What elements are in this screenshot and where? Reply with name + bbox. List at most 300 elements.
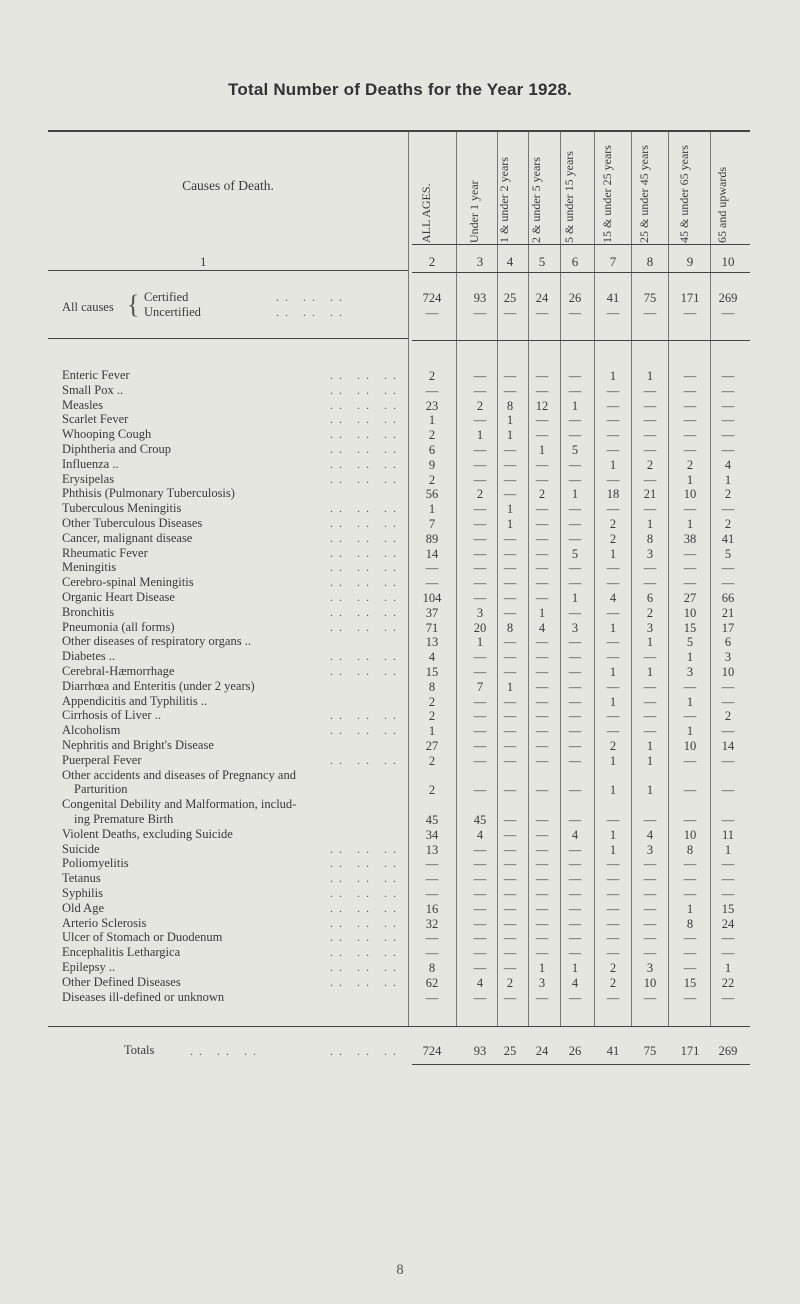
table-cell: 2 [724,709,732,724]
table-cell: — [606,576,620,591]
cause-label: Alcoholism [62,723,121,738]
leader-dots: .. .. .. [276,305,348,319]
table-cell: 41 [721,531,735,546]
table-cell: — [473,946,487,961]
cause-label: Ulcer of Stomach or Duodenum [62,930,223,945]
cause-label: Influenza .. [62,456,119,471]
leader-dots: .. .. .. [330,915,402,930]
table-cell: — [473,546,487,561]
table-cell: — [503,369,517,383]
table-cell: — [568,413,582,428]
table-cell: — [683,753,697,768]
table-cell: 1 [686,650,694,665]
column-header-age: 5 & under 15 years [562,151,576,243]
table-cell: — [606,724,620,739]
table-cell: 2 [428,783,436,798]
table-cell: — [425,561,439,576]
table-cell: — [683,428,697,443]
table-cell: 2 [724,487,732,502]
cause-label: Measles [62,397,103,412]
table-cell: 27 [425,739,439,753]
table-cell: — [535,679,549,694]
table-cell: — [473,369,487,383]
table-cell: — [683,383,697,398]
table-cell: — [606,383,620,398]
table-cell: — [535,872,549,887]
table-cell: — [535,531,549,546]
table-cell: 1 [538,443,546,457]
cause-label: Encephalitis Lethargica [62,945,181,960]
table-cell: 1 [476,428,484,443]
table-cell: — [643,650,657,665]
table-cell: 8 [686,916,694,931]
table-cell: — [503,487,517,502]
table-cell: 1 [571,398,579,413]
table-cell: — [503,546,517,561]
table-cell: — [503,605,517,620]
table-cell: 1 [571,961,579,975]
table-cell: — [643,472,657,487]
table-cell: — [721,694,735,709]
table-cell: — [503,635,517,650]
table-cell: — [473,531,487,546]
table-cell: — [643,383,657,398]
cause-label: Phthisis (Pulmonary Tuberculosis) [62,486,235,501]
table-cell: 269 [718,291,738,305]
table-cell: 4 [571,975,579,990]
table-cell: — [683,306,697,320]
leader-dots: .. .. .. [330,1044,402,1058]
table-cell: — [473,753,487,768]
table-cell: — [473,561,487,576]
table-cell: 3 [476,605,484,620]
table-cell: 1 [609,827,617,842]
table-cell: 8 [428,679,436,694]
table-cell: — [425,990,439,1005]
table-cell: — [721,872,735,887]
table-cell: — [683,369,697,383]
table-cell: — [503,916,517,931]
table-cell: 24 [535,291,549,305]
table-cell: — [606,990,620,1005]
table-cell: 10 [683,487,697,502]
cause-label: Cerebral-Hæmorrhage [62,664,175,678]
column-header-age: ALL AGES. [419,183,433,243]
table-cell: 3 [646,620,654,635]
table-cell: 1 [646,665,654,679]
table-cell: 5 [571,546,579,561]
table-cell: 26 [568,291,582,305]
table-cell: — [473,783,487,798]
table-cell: — [425,576,439,591]
column-divider [408,132,409,1026]
table-cell: 2 [428,369,436,383]
cause-label: Nephritis and Bright's Disease [62,738,214,752]
table-cell: 1 [609,694,617,709]
leader-dots: .. .. .. [330,723,402,738]
table-cell: 45 [473,813,487,827]
leader-dots: .. .. .. [330,604,402,619]
table-rule [412,244,750,245]
table-cell: — [721,413,735,428]
table-cell: 93 [473,1044,487,1058]
table-cell: 4 [476,827,484,842]
cause-label-continued: ing Premature Birth [74,812,174,826]
leader-dots: .. .. .. [330,752,402,767]
table-cell: — [473,901,487,916]
table-cell: — [643,428,657,443]
leader-dots: .. .. .. [330,530,402,545]
table-cell: — [643,724,657,739]
table-cell: 34 [425,827,439,842]
table-cell: — [721,576,735,591]
table-cell: — [606,916,620,931]
cause-label: Other accidents and diseases of Pregnancy and [62,767,296,782]
table-cell: 1 [646,783,654,798]
table-cell: 56 [425,487,439,502]
table-cell: — [535,887,549,901]
table-cell: — [535,413,549,428]
table-cell: — [503,857,517,872]
table-cell: — [425,887,439,901]
table-cell: — [535,546,549,561]
leader-dots: .. .. .. [330,974,402,989]
table-cell: 25 [503,1044,517,1058]
table-cell: — [503,813,517,827]
column-header-age: 15 & under 25 years [600,145,614,243]
table-cell: 1 [538,605,546,620]
cause-label: Old Age [62,900,105,915]
table-cell: — [568,679,582,694]
table-cell: 1 [506,679,514,694]
table-cell: 12 [535,398,549,413]
table-cell: 269 [718,1044,738,1058]
table-cell: 21 [721,605,735,620]
table-cell: 1 [646,517,654,531]
table-cell: 5 [686,635,694,650]
table-cell: 15 [721,901,735,916]
table-cell: — [535,576,549,591]
table-cell: 1 [609,753,617,768]
table-cell: — [606,635,620,650]
table-cell: 20 [473,620,487,635]
column-divider [631,132,632,1026]
table-cell: 8 [428,961,436,975]
table-cell: — [503,901,517,916]
table-cell: — [606,887,620,901]
cause-label: Poliomyelitis [62,856,129,871]
table-cell: — [643,413,657,428]
table-cell: 724 [422,291,442,305]
table-cell: 22 [721,975,735,990]
table-cell: 9 [428,457,436,472]
all-causes-row-label: Certified [144,290,189,304]
leader-dots: .. .. .. [330,649,402,664]
table-cell: 2 [609,739,617,753]
column-header-age: 1 & under 2 years [497,157,511,243]
table-cell: — [643,901,657,916]
column-number: 7 [609,254,617,269]
table-cell: — [503,443,517,457]
table-cell: 2 [646,605,654,620]
table-cell: — [503,665,517,679]
table-cell: — [721,561,735,576]
table-cell: — [568,857,582,872]
table-cell: — [535,369,549,383]
cause-label: Other Defined Diseases [62,974,181,989]
table-cell: — [683,546,697,561]
table-cell: — [503,887,517,901]
table-cell: — [503,946,517,961]
leader-dots: .. .. .. [330,427,402,442]
table-cell: 2 [428,709,436,724]
leader-dots: .. .. .. [330,664,402,678]
table-cell: — [643,306,657,320]
table-cell: — [683,413,697,428]
table-cell: — [606,946,620,961]
table-cell: — [473,961,487,975]
table-cell: — [643,576,657,591]
table-cell: 2 [646,457,654,472]
table-cell: — [503,576,517,591]
table-cell: 21 [643,487,657,502]
column-number: 4 [506,254,514,269]
table-cell: — [683,872,697,887]
table-cell: — [683,887,697,901]
table-cell: — [568,605,582,620]
table-cell: — [473,857,487,872]
column-number: 3 [476,254,484,269]
table-cell: 1 [428,724,436,739]
table-cell: — [721,383,735,398]
table-rule [412,272,750,273]
table-cell: — [606,901,620,916]
table-cell: — [606,472,620,487]
table-cell: — [473,887,487,901]
table-cell: — [606,857,620,872]
leader-dots: .. .. .. [276,290,348,304]
table-cell: 3 [646,842,654,857]
table-cell: 10 [643,975,657,990]
table-cell: 4 [476,975,484,990]
table-cell: 1 [724,961,732,975]
column-number: 8 [646,254,654,269]
table-cell: — [568,457,582,472]
table-cell: — [721,753,735,768]
table-cell: — [721,783,735,798]
page-title: Total Number of Deaths for the Year 1928. [228,80,572,99]
table-cell: — [643,946,657,961]
table-cell: — [568,369,582,383]
table-cell: — [568,531,582,546]
table-cell: — [535,813,549,827]
table-cell: 4 [646,827,654,842]
cause-label: Diphtheria and Croup [62,442,172,456]
table-cell: — [503,961,517,975]
table-cell: — [473,709,487,724]
table-cell: 13 [425,635,439,650]
table-cell: — [535,472,549,487]
table-cell: 16 [425,901,439,916]
table-cell: — [503,306,517,320]
table-cell: — [535,916,549,931]
table-cell: — [568,901,582,916]
table-cell: — [473,665,487,679]
column-header-age: 65 and upwards [715,167,729,243]
table-cell: — [683,561,697,576]
table-cell: — [721,724,735,739]
leader-dots: .. .. .. [330,471,402,486]
table-cell: — [721,502,735,517]
table-cell: — [606,428,620,443]
table-cell: — [473,472,487,487]
table-cell: — [643,916,657,931]
column-divider [594,132,595,1026]
table-cell: 1 [646,369,654,383]
table-cell: 2 [609,961,617,975]
page-number: 8 [396,1262,404,1278]
table-cell: — [473,457,487,472]
table-cell: — [503,783,517,798]
table-cell: 1 [686,472,694,487]
table-cell: — [473,591,487,605]
table-cell: — [683,398,697,413]
table-cell: — [473,842,487,857]
table-cell: 2 [428,472,436,487]
table-cell: — [568,472,582,487]
table-cell: — [606,650,620,665]
table-cell: — [606,813,620,827]
table-cell: — [683,857,697,872]
table-cell: — [503,842,517,857]
table-cell: — [503,753,517,768]
table-cell: — [503,561,517,576]
table-cell: 4 [538,620,546,635]
table-cell: — [535,901,549,916]
table-cell: — [473,443,487,457]
table-cell: — [503,650,517,665]
table-cell: 10 [683,739,697,753]
table-rule [48,1026,750,1027]
cause-label: Small Pox .. [62,382,124,397]
table-cell: — [473,694,487,709]
table-cell: 71 [425,620,439,635]
table-cell: — [503,931,517,946]
table-cell: 2 [506,975,514,990]
table-cell: 6 [724,635,732,650]
cause-label: Diseases ill-defined or unknown [62,989,225,1004]
table-cell: — [643,872,657,887]
table-cell: — [535,561,549,576]
table-cell: — [683,443,697,457]
table-cell: — [473,413,487,428]
table-cell: 13 [425,842,439,857]
table-cell: — [643,443,657,457]
table-rule [48,270,408,271]
cause-label: Diabetes .. [62,649,116,664]
leader-dots: .. .. .. [330,841,402,856]
table-cell: — [473,383,487,398]
brace: { [127,290,140,319]
table-cell: 1 [724,842,732,857]
table-cell: — [535,724,549,739]
table-cell: 1 [686,724,694,739]
table-cell: — [503,724,517,739]
table-cell: 1 [646,635,654,650]
cause-label: Syphilis [62,886,103,900]
table-cell: — [568,650,582,665]
table-cell: 1 [609,620,617,635]
leader-dots: .. .. .. [330,575,402,590]
table-cell: — [721,946,735,961]
cause-label: Suicide [62,841,100,856]
column-number: 5 [538,254,546,269]
table-cell: 7 [476,679,484,694]
table-cell: — [683,576,697,591]
cause-label: Other Tuberculous Diseases [62,516,203,530]
table-cell: 1 [571,591,579,605]
table-cell: 1 [428,413,436,428]
table-cell: 1 [686,517,694,531]
table-cell: — [535,827,549,842]
table-cell: 8 [686,842,694,857]
table-cell: 1 [724,472,732,487]
table-cell: — [535,306,549,320]
all-causes-label: All causes [62,300,114,314]
table-cell: 104 [422,591,442,605]
table-cell: 23 [425,398,439,413]
table-rule [412,340,750,341]
table-cell: 1 [646,739,654,753]
table-cell: 1 [686,694,694,709]
table-cell: 10 [683,605,697,620]
cause-label: Enteric Fever [62,368,130,382]
leader-dots: .. .. .. [330,945,402,960]
table-cell: — [568,576,582,591]
table-cell: — [568,635,582,650]
table-cell: 37 [425,605,439,620]
table-cell: — [535,753,549,768]
table-cell: 1 [506,428,514,443]
table-cell: — [535,457,549,472]
table-cell: — [643,709,657,724]
table-cell: 45 [425,813,439,827]
leader-dots: .. .. .. [330,871,402,886]
cause-label: Cirrhosis of Liver .. [62,708,161,723]
table-cell: 32 [425,916,439,931]
table-cell: — [425,857,439,872]
table-cell: 1 [506,517,514,531]
leader-dots: .. .. .. [330,960,402,974]
table-cell: 38 [683,531,697,546]
table-cell: — [535,857,549,872]
table-cell: — [643,887,657,901]
cause-label: Erysipelas [62,471,115,486]
table-cell: 8 [506,398,514,413]
cause-label: Scarlet Fever [62,412,129,427]
table-cell: — [568,872,582,887]
table-cell: — [503,457,517,472]
table-cell: 11 [721,827,735,842]
leader-dots: .. .. .. [330,516,402,530]
table-cell: — [606,413,620,428]
table-cell: — [535,739,549,753]
table-cell: — [503,739,517,753]
table-cell: — [721,857,735,872]
table-cell: — [568,842,582,857]
table-cell: — [606,605,620,620]
table-cell: — [683,783,697,798]
